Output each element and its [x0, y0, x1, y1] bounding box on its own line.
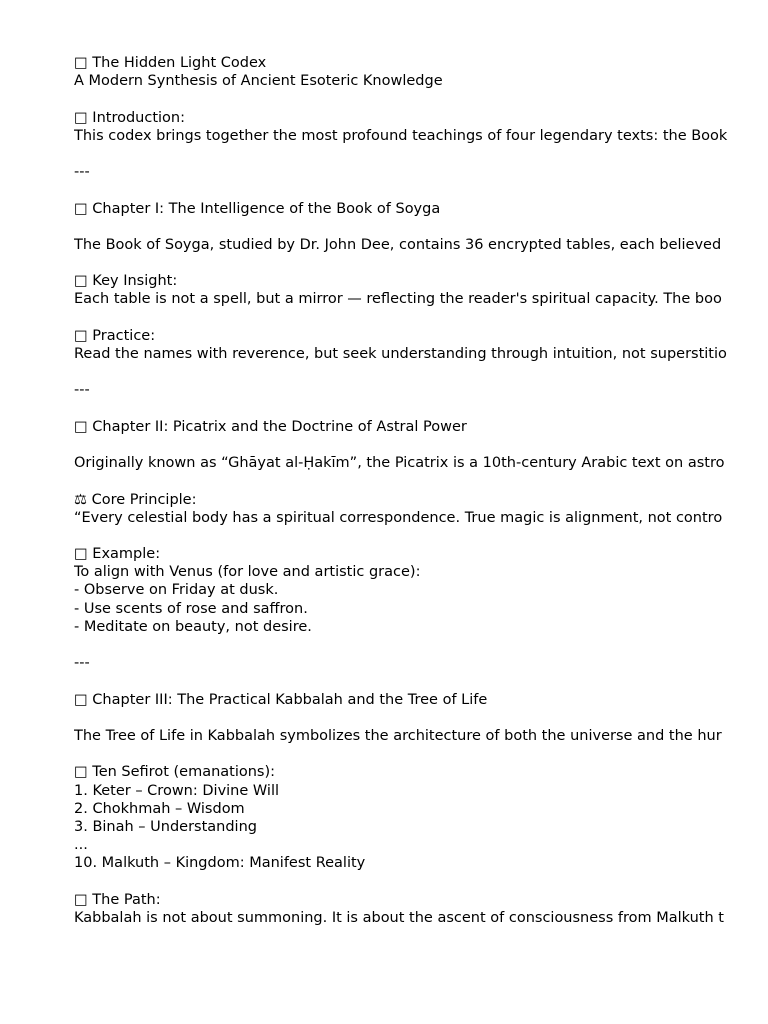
blank-line: [74, 145, 768, 163]
subheading-example: □ Example:: [74, 546, 161, 563]
list-ellipsis: ...: [74, 837, 88, 854]
paragraph-key-insight: Each table is not a spell, but a mirror — reflecting the reader's spiritual capacity. The boo: [74, 291, 722, 308]
chapter-heading-2: □ Chapter II: Picatrix and the Doctrine of Astral Power: [74, 418, 467, 435]
blank-line: [74, 309, 768, 327]
doc-subtitle: A Modern Synthesis of Ancient Esoteric Knowledge: [74, 73, 443, 90]
blank-line: [74, 90, 768, 108]
subheading-the-path: □ The Path:: [74, 891, 161, 908]
subheading-key-insight: □ Key Insight:: [74, 273, 178, 290]
blank-line: [74, 709, 768, 727]
section-divider: ---: [74, 164, 90, 181]
blank-line: [74, 872, 768, 890]
blank-line: [74, 745, 768, 763]
paragraph-the-path: Kabbalah is not about summoning. It is about the ascent of consciousness from Malkuth t: [74, 909, 724, 926]
section-heading-introduction: □ Introduction:: [74, 109, 186, 126]
paragraph-example-intro: To align with Venus (for love and artistic grace):: [74, 564, 421, 581]
list-item: - Use scents of rose and saffron.: [74, 600, 308, 617]
doc-title: □ The Hidden Light Codex: [74, 55, 267, 71]
paragraph-introduction: This codex brings together the most profound teachings of four legendary texts: the Book: [74, 127, 728, 144]
list-item: - Meditate on beauty, not desire.: [74, 618, 312, 635]
subheading-ten-sefirot: □ Ten Sefirot (emanations):: [74, 764, 276, 781]
blank-line: [74, 636, 768, 654]
chapter-heading-1: □ Chapter I: The Intelligence of the Book of Soyga: [74, 200, 441, 217]
list-item: 2. Chokhmah – Wisdom: [74, 800, 245, 817]
blank-line: [74, 436, 768, 454]
blank-line: [74, 181, 768, 199]
blank-line: [74, 472, 768, 490]
document-body: [74, 54, 768, 927]
section-divider: ---: [74, 382, 90, 399]
list-item: - Observe on Friday at dusk.: [74, 582, 279, 599]
blank-line: [74, 254, 768, 272]
list-item: 10. Malkuth – Kingdom: Manifest Reality: [74, 855, 366, 872]
chapter-heading-3: □ Chapter III: The Practical Kabbalah and the Tree of Life: [74, 691, 488, 708]
blank-line: [74, 672, 768, 690]
section-divider: ---: [74, 655, 90, 672]
subheading-core-principle: ⚖ Core Principle:: [74, 491, 197, 508]
blank-line: [74, 363, 768, 381]
list-item: 1. Keter – Crown: Divine Will: [74, 782, 279, 799]
paragraph-practice: Read the names with reverence, but seek understanding through intuition, not superstitio: [74, 346, 727, 362]
paragraph-tree-of-life: The Tree of Life in Kabbalah symbolizes the architecture of both the universe and the hur: [74, 727, 722, 744]
paragraph-soyga: The Book of Soyga, studied by Dr. John Dee, contains 36 encrypted tables, each believed: [74, 236, 722, 253]
blank-line: [74, 218, 768, 236]
blank-line: [74, 400, 768, 418]
blank-line: [74, 527, 768, 545]
list-item: 3. Binah – Understanding: [74, 818, 257, 835]
paragraph-picatrix: Originally known as “Ghāyat al-Ḥakīm”, the Picatrix is a 10th-century Arabic text on astro: [74, 455, 725, 472]
paragraph-core-principle: “Every celestial body has a spiritual correspondence. True magic is alignment, not contro: [74, 509, 723, 526]
subheading-practice: □ Practice:: [74, 327, 156, 344]
